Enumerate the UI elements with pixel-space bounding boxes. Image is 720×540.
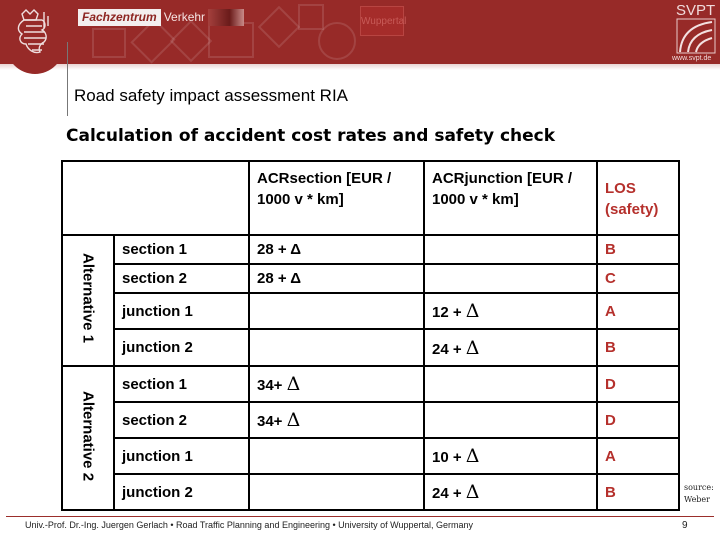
pedestrian-sign-icon [92, 28, 126, 58]
acr-junction-cell [424, 235, 597, 264]
element-cell: section 1 [114, 366, 249, 402]
header-acr-junction: ACRjunction [EUR / 1000 v * km] [424, 161, 597, 235]
acr-junction-cell [424, 293, 597, 329]
table-row [62, 366, 679, 402]
element-cell: section 1 [114, 235, 249, 264]
acr-section-cell [249, 402, 424, 438]
los-cell: A [597, 293, 679, 329]
source-label: source: [684, 483, 714, 492]
acr-junction-value: 12 + [432, 304, 466, 321]
slide-subtitle: Calculation of accident cost rates and safety check [66, 126, 556, 146]
acr-section-cell [249, 329, 424, 366]
badge-secondary: Verkehr [163, 10, 206, 24]
acr-junction-cell [424, 438, 597, 474]
element-cell: section 2 [114, 402, 249, 438]
footer-divider [6, 516, 714, 517]
delta-symbol: Δ [286, 409, 301, 431]
header-los: LOS (safety) [597, 161, 679, 235]
table-row [62, 264, 679, 293]
group-label-cell [62, 235, 114, 366]
footer-credits: Univ.-Prof. Dr.-Ing. Juergen Gerlach • Road Traffic Planning and Engineering • University of Wuppertal, Germany [25, 520, 474, 530]
acr-junction-cell [424, 402, 597, 438]
los-cell: D [597, 402, 679, 438]
element-cell: junction 2 [114, 329, 249, 366]
alternative-1-label: Alternative 1 [79, 253, 97, 344]
acr-junction-value: 24 + [432, 340, 466, 358]
title-divider [67, 42, 68, 116]
los-cell: C [597, 264, 679, 293]
delta-symbol: Δ [465, 336, 480, 359]
train-sign-icon [208, 22, 254, 58]
acr-section-cell: 28 + Δ [249, 264, 424, 293]
acr-junction-value: 10 + [432, 449, 466, 466]
acr-section-cell [249, 438, 424, 474]
delta-symbol: Δ [465, 481, 480, 503]
acr-junction-cell [424, 474, 597, 510]
banner-shadow [0, 64, 720, 70]
source-note [684, 482, 714, 506]
table-row [62, 438, 679, 474]
svpt-mark-icon [676, 18, 716, 54]
acr-section-cell: 28 + Δ [249, 235, 424, 264]
direction-sign-icon [318, 22, 356, 60]
acr-section-value: 34+ [257, 377, 287, 394]
acr-junction-cell [424, 264, 597, 293]
svpt-logo-text: SVPT [676, 2, 716, 19]
svpt-logo [672, 2, 718, 64]
badge-primary: Fachzentrum [78, 9, 161, 26]
acr-section-value: 34+ [257, 413, 287, 430]
table-row [62, 474, 679, 510]
acr-section-cell [249, 474, 424, 510]
delta-symbol: Δ [465, 300, 480, 322]
lion-crest-icon [14, 8, 56, 64]
element-cell: junction 1 [114, 438, 249, 474]
los-cell: B [597, 474, 679, 510]
fachzentrum-badge [78, 9, 244, 26]
acr-junction-cell [424, 329, 597, 366]
table-header-row [62, 161, 679, 235]
header-empty-cell [62, 161, 249, 235]
svpt-url: www.svpt.de [672, 55, 712, 62]
table-row [62, 235, 679, 264]
wuppertal-sign: Wuppertal [360, 6, 404, 36]
parking-sign-icon [298, 4, 324, 30]
train-image-icon [208, 9, 244, 26]
table-row [62, 402, 679, 438]
acr-section-cell [249, 293, 424, 329]
los-cell: D [597, 366, 679, 402]
element-cell: junction 2 [114, 474, 249, 510]
source-author: Weber [684, 495, 710, 504]
page-number: 9 [682, 520, 688, 531]
page-title: Road safety impact assessment RIA [74, 86, 349, 105]
los-cell: B [597, 329, 679, 366]
los-cell: A [597, 438, 679, 474]
accident-cost-table [61, 160, 680, 511]
crest-logo [6, 0, 64, 74]
acr-junction-cell [424, 366, 597, 402]
element-cell: junction 1 [114, 293, 249, 329]
header-acr-section: ACRsection [EUR / 1000 v * km] [249, 161, 424, 235]
table-row [62, 293, 679, 329]
table-row [62, 329, 679, 366]
los-cell: B [597, 235, 679, 264]
acr-junction-value: 24 + [432, 485, 466, 502]
element-cell: section 2 [114, 264, 249, 293]
warning-sign-icon [170, 20, 212, 62]
crossing-sign-icon [258, 6, 300, 48]
acr-section-cell [249, 366, 424, 402]
delta-symbol: Δ [465, 445, 480, 467]
alternative-2-label: Alternative 2 [79, 390, 97, 482]
delta-symbol: Δ [286, 373, 301, 395]
group-label-cell [62, 366, 114, 510]
